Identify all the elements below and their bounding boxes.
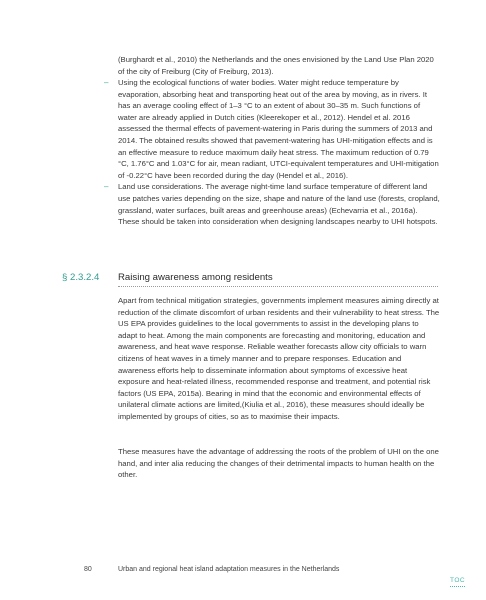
bullet-dash: – [104,182,109,192]
section-divider [118,286,438,287]
running-title: Urban and regional heat island adaptation measures in the Netherlands [118,566,340,573]
toc-underline [450,586,465,587]
bullet-text: Land use considerations. The average night-time land surface temperature of different land use patches varies depending on the size, shape and nature of the land use (forests, cropland, grassland, water surfaces, built areas and greenhouse areas) (Echevarria et al., 2016a). These should be taken into consideration when designing landscapes nearby to UHI hotspots. [118,182,440,227]
toc-link[interactable]: TOC [450,577,466,584]
body-paragraph: Apart from technical mitigation strategies, governments implement measures aiming directly at reduction of the climate discomfort of urban residents and their vulnerability to heat stress. The US EPA provides guidelines to the local governments to assist in the developing plans to adapt to heat. Among the main components are forecasting and monitoring, education and awareness, and heat wave response. Reliable weather forecasts allow city officials to warn citizens of heat waves in a timely manner and to prepare responses. Education and awareness efforts help to disseminate information about symptoms of excessive heat exposure and heat-related illness, recommended response and treatment, and potential risk factors (US EPA, 2015a). Bearing in mind that the economic and environmental effects of unilateral climate actions are limited,(Kiulia et al., 2016), these measures should ideally be implemented by groups of cities, so as to maximise their impacts. [118,296,440,421]
body-paragraph: These measures have the advantage of addressing the roots of the problem of UHI on the one hand, and inter alia reducing the changes of their detrimental impacts to human health on the other. [118,447,439,480]
section-title: Raising awareness among residents [118,272,273,283]
continuation-paragraph: (Burghardt et al., 2010) the Netherlands and the ones envisioned by the Land Use Plan 2020 of the city of Freiburg (City of Freiburg, 2013). [118,55,434,76]
bullet-dash: – [104,78,109,87]
bullet-item-land-use [104,181,444,227]
section-number: § 2.3.2.4 [62,272,100,283]
bullet-item-water-bodies [104,77,444,181]
page-number: 80 [84,566,92,573]
bullet-text: Using the ecological functions of water bodies. Water might reduce temperature by evaporation, absorbing heat and transporting heat out of the area by moving, as in rivers. It has an average cooling effect of 1–3 °C to an extent of about 30–35 m. Such functions of water are already applied in Dutch cities (Kleerekoper et al., 2012). Hendel et al. 2016 assessed the thermal effects of pavement-watering in Paris during the summers of 2013 and 2014. The obtained results showed that pavement-watering has UHI-mitigation effects and is an effective measure to reduce maximum daily heat stress. The maximum reduction of 0.79 °C, 1.76°C and 1.03°C for air, mean radiant, UTCI-equivalent temperatures and UHI-mitigation of -0.22°C have been recorded during the day (Hendel et al., 2016). [118,78,439,180]
bullet-list [104,77,444,228]
